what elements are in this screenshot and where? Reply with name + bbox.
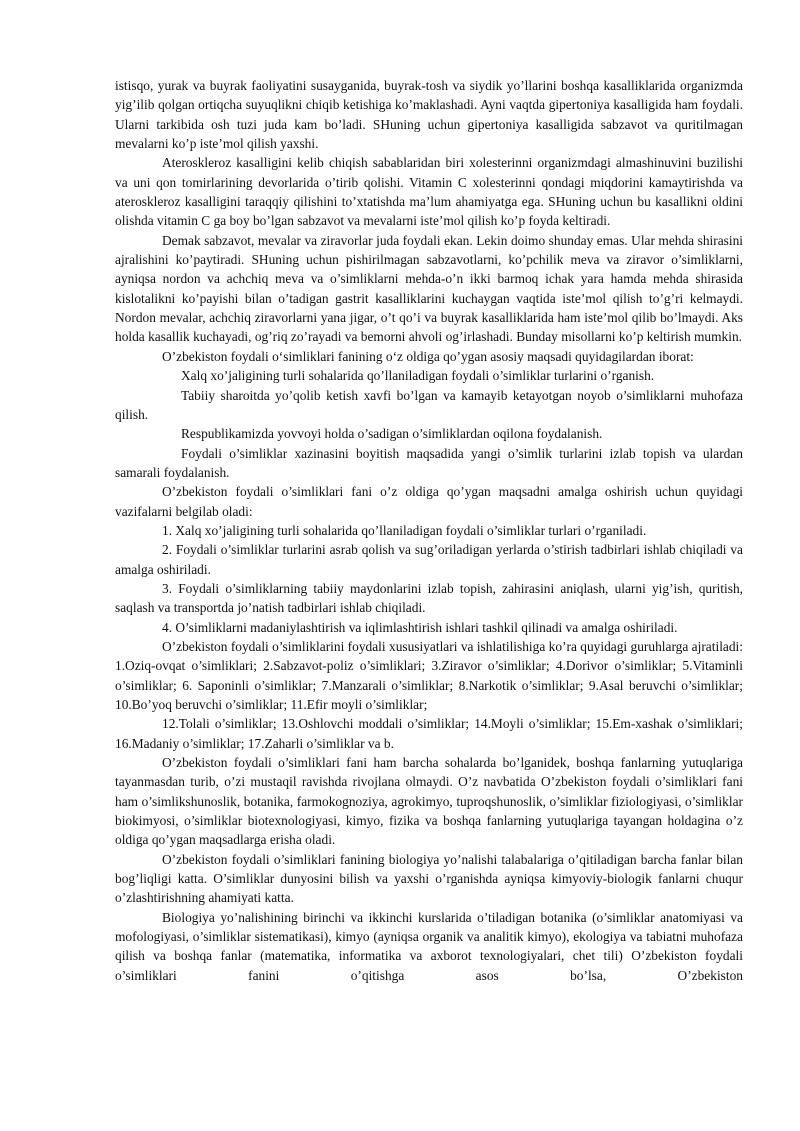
goal-item-3: Respublikamizda yovvoyi holda o’sadigan o’simliklardan oqilona foydalanish. — [181, 426, 603, 442]
task-item-2: 2. Foydali o’simliklar turlarini asrab qolish va sug’oriladigan yerlarda o’stirish tadbirlari ishlab chiqiladi va amalga oshiriladi. — [115, 542, 743, 577]
task-item-3: 3. Foydali o’simliklarning tabiiy maydonlarini izlab topish, zahirasini aniqlash, ularni yig’ish, quritish, saqlash va transportda jo’natish tadbirlari ishlab chiqiladi. — [115, 580, 743, 616]
paragraph-biologiya-boglik: O’zbekiston foydali o’simliklari fanining biologiya yo’nalishi talabalariga o’qitiladigan barcha fanlar bilan bog’liqligi katta. O’simliklar dunyosini bilish va yaxshi o’rganishda ayniqsa kimyoviy-biologik fanlarni chuqur o’zlashtirishning ahamiyati katta. — [115, 851, 743, 906]
paragraph-vazifalar-intro: O’zbekiston foydali o’simliklari fani o’z oldiga qo’ygan maqsadni amalga oshirish uchun quyidagi vazifalarni belgilab oladi: — [115, 484, 743, 519]
goal-item-2: Tabiiy sharoitda yo’qolib ketish xavfi bo’lgan va kamayib ketayotgan noyob o’simliklarni muhofaza qilish. — [115, 387, 743, 422]
goal-item-1: Xalq xo’jaligining turli sohalarida qo’llaniladigan foydali o’simliklar turlarini o’rganish. — [181, 368, 655, 384]
paragraph-guruhlar: O’zbekiston foydali o’simliklarini foydali xususiyatlari va ishlatilishiga ko’ra quyidagi guruhlarga ajratiladi: 1.Oziq-ovqat o’simliklari; 2.Sabzavot-poliz o’simliklari; 3.Ziravor o’simliklar; 4.Dorivor o’simliklar; 5.Vitaminli o’simliklar; 6. Saponinli o’simliklar; 7.Manzarali o’simliklar; 8.Narkotik o’simliklar; 9.Asal beruvchi o’simliklar; 10.Bo’yoq beruvchi o’simliklar; 11.Efir moyli o’simliklar; — [115, 638, 743, 712]
document-page — [115, 76, 743, 985]
task-item-1: 1. Xalq xo’jaligining turli sohalarida qo’llaniladigan foydali o’simliklar turlari o’rganiladi. — [162, 522, 647, 538]
paragraph-ateroskleroz: Ateroskleroz kasalligini kelib chiqish sabablaridan biri xolesterinni organizmdagi almashinuvini buzilishi va uni qon tomirlarining devorlarida o’tirib qolishi. Vitamin C xolesterinni qondagi miqdorini kamaytirishda va ateroskleroz kasalligini taraqqiy qilishini to’xtatishda ma’lum ahamiyatga ega. SHuning uchun bu kasallikni oldini olishda vitamin C ga boy bo’lgan sabzavot va mevalarni iste’mol qilish ko’p foyda keltiradi. — [115, 155, 743, 229]
paragraph-continuation: istisqo, yurak va buyrak faoliyatini susayganida, buyrak-tosh va siydik yo’llarini boshqa kasalliklarida organizmda yig’ilib qolgan ortiqcha suyuqlikni chiqib ketishiga ko’maklashadi. Ayni vaqtda gipertoniya kasalligida ham foydali. Ularni tarkibida osh tuzi juda kam bo’ladi. SHuning uchun gipertoniya kasalligida sabzavot va quritilmagan mevalarni ko’p iste’mol qilish yaxshi. — [115, 78, 743, 152]
paragraph-guruhlar-continued: 12.Tolali o’simliklar; 13.Oshlovchi moddali o’simliklar; 14.Moyli o’simliklar; 15.Em-xashak o’simliklari; 16.Madaniy o’simliklar; 17.Zaharli o’simliklar va b. — [115, 716, 743, 751]
paragraph-boshqa-fanlar: O’zbekiston foydali o’simliklari fani ham barcha sohalarda bo’lganidek, boshqa fanlarning yutuqlariga tayanmasdan turib, o’zi mustaqil ravishda rivojlana olmaydi. O’z navbatida O’zbekiston foydali o’simliklari fani ham o’simlikshunoslik, botanika, farmokognoziya, agrokimyo, tuproqshunoslik, o’simliklar fiziologiyasi, o’simliklar biokimyosi, o’simliklar biotexnologiyasi, kimyo, fizika va boshqa fanlarning yutuqlariga tayangan holdagina o’z oldiga qo’ygan maqsadlarga erisha oladi. — [115, 755, 743, 848]
task-item-4: 4. O’simliklarni madaniylashtirish va iqlimlashtirish ishlari tashkil qilinadi va amalga oshiriladi. — [162, 619, 678, 635]
paragraph-maqsad-intro: O’zbekiston foydali o‘simliklari fanining o‘z oldiga qo’ygan asosiy maqsadi quyidagilardan iborat: — [162, 348, 694, 364]
paragraph-biologiya-kurslar: Biologiya yo’nalishining birinchi va ikkinchi kurslarida o’tiladigan botanika (o’simliklar anatomiyasi va mofologiyasi, o’simliklar sistematikasi), kimyo (ayniqsa organik va analitik kimyo), ekologiya va tabiatni muhofaza qilish va boshqa fanlar (matematika, informatika va axborot texnologiyalari, chet tili) O’zbekiston foydali o’simliklari fanini o’qitishga asos bo’lsa, O’zbekiston — [115, 909, 743, 983]
paragraph-sabzavot-mevalar: Demak sabzavot, mevalar va ziravorlar juda foydali ekan. Lekin doimo shunday emas. Ular mehda shirasini ajralishini ko’paytiradi. SHuning uchun pishirilmagan sabzavotlarni, ko’pchilik meva va ziravor o’simliklarni, ayniqsa nordon va achchiq meva va o’simliklarni mehda-o’n ikki barmoq ichak yara hamda mehda shirasida kislotalikni ko’payishi bilan o’tadigan gastrit kasalliklarini kuchaygan vaqtida iste’mol qilish to’g’ri kelmaydi. Nordon mevalar, achchiq ziravorlarni yana jigar, o’t qo’i va buyrak kasalliklarida ham iste’mol qilib bo’lmaydi. Aks holda kasallik kuchayadi, og’riq zo’rayadi va bemorni ahvoli og’irlashadi. Bunday misollarni ko’p keltirish mumkin. — [115, 232, 743, 345]
goal-item-4: Foydali o’simliklar xazinasini boyitish maqsadida yangi o’simlik turlarini izlab topish va ulardan samarali foydalanish. — [115, 445, 743, 480]
